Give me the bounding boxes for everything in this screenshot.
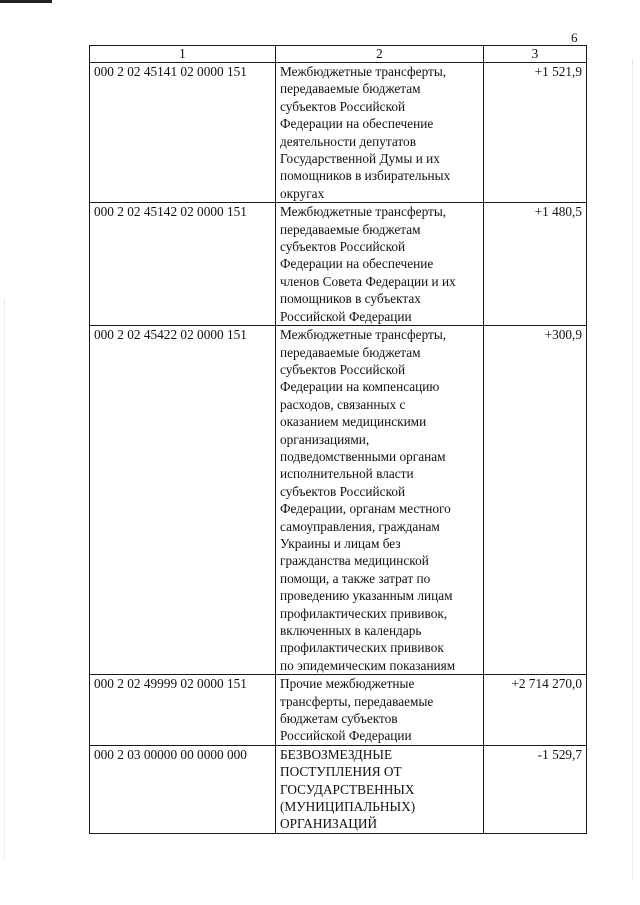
page-number: 6 (571, 30, 578, 45)
description-line: Государственной Думы и их (280, 151, 440, 167)
table-row (90, 675, 587, 746)
description-line: включенных в календарь (280, 623, 422, 638)
column-header-3: 3 (484, 46, 587, 63)
description-line: субъектов Российской (280, 98, 406, 114)
top-rule (0, 0, 52, 3)
description-line: организациями, (280, 431, 370, 447)
column-header-2: 2 (276, 46, 484, 63)
description-line: ОРГАНИЗАЦИЙ (280, 816, 378, 832)
scan-margin-right (632, 60, 635, 880)
description-line: Межбюджетные трансферты, (280, 327, 447, 343)
item-description (276, 745, 484, 833)
description-line: передаваемые бюджетам (280, 81, 421, 97)
description-line: Федерации на обеспечение (280, 256, 434, 272)
item-description (276, 326, 484, 675)
amount-value: +1 480,5 (484, 203, 587, 326)
item-description (276, 675, 484, 746)
classification-code: 000 2 02 49999 02 0000 151 (90, 675, 276, 746)
amount-value: +1 521,9 (484, 63, 587, 203)
description-line: передаваемые бюджетам (280, 344, 421, 360)
table-row (90, 203, 587, 326)
description-line: БЕЗВОЗМЕЗДНЫЕ (280, 746, 393, 762)
table-row (90, 326, 587, 675)
description-line: исполнительной власти (280, 466, 414, 482)
description-line: бюджетам субъектов (280, 711, 398, 727)
scan-margin-left (4, 300, 7, 860)
description-line: профилактических прививок, (280, 605, 448, 621)
description-line: деятельности депутатов (280, 133, 416, 149)
description-line: Межбюджетные трансферты, (280, 64, 447, 79)
table-row (90, 745, 587, 833)
description-line: гражданства медицинской (280, 553, 429, 569)
description-line: трансферты, передаваемые (280, 693, 434, 709)
budget-table (89, 45, 587, 834)
description-line: помощи, а также затрат по (280, 570, 431, 586)
header-row (90, 46, 587, 63)
description-line: Федерации на обеспечение (280, 116, 434, 132)
description-line: (МУНИЦИПАЛЬНЫХ) (280, 799, 416, 815)
description-line: членов Совета Федерации и их (280, 273, 456, 289)
description-line: Прочие межбюджетные (280, 676, 415, 692)
description-line: расходов, связанных с (280, 396, 406, 412)
classification-code: 000 2 02 45142 02 0000 151 (90, 203, 276, 326)
description-line: субъектов Российской (280, 239, 406, 255)
column-header-1: 1 (90, 46, 276, 63)
description-line: субъектов Российской (280, 361, 406, 377)
description-line: Российской Федерации (280, 728, 412, 744)
description-line: передаваемые бюджетам (280, 221, 421, 237)
description-line: подведомственными органам (280, 448, 446, 464)
amount-value: -1 529,7 (484, 745, 587, 833)
amount-value: +2 714 270,0 (484, 675, 587, 746)
description-line: Украины и лицам без (280, 535, 401, 551)
description-line: помощников в избирательных (280, 168, 451, 184)
classification-code: 000 2 02 45141 02 0000 151 (90, 63, 276, 203)
table-row (90, 63, 587, 203)
description-line: Российской Федерации (280, 308, 412, 324)
item-description (276, 63, 484, 203)
description-line: округах (280, 185, 325, 201)
description-line: оказанием медицинскими (280, 414, 427, 430)
description-line: Межбюджетные трансферты, (280, 204, 447, 220)
description-line: ПОСТУПЛЕНИЯ ОТ (280, 764, 402, 780)
classification-code: 000 2 02 45422 02 0000 151 (90, 326, 276, 675)
classification-code: 000 2 03 00000 00 0000 000 (90, 745, 276, 833)
description-line: ГОСУДАРСТВЕННЫХ (280, 781, 415, 797)
description-line: профилактических прививок (280, 640, 444, 656)
description-line: по эпидемическим показаниям (280, 657, 456, 673)
description-line: помощников в субъектах (280, 291, 421, 307)
table-body (90, 63, 587, 834)
description-line: Федерации на компенсацию (280, 379, 440, 395)
description-line: проведению указанным лицам (280, 588, 453, 604)
item-description (276, 203, 484, 326)
description-line: субъектов Российской (280, 483, 406, 499)
description-line: самоуправления, гражданам (280, 518, 440, 534)
amount-value: +300,9 (484, 326, 587, 675)
description-line: Федерации, органам местного (280, 501, 451, 517)
